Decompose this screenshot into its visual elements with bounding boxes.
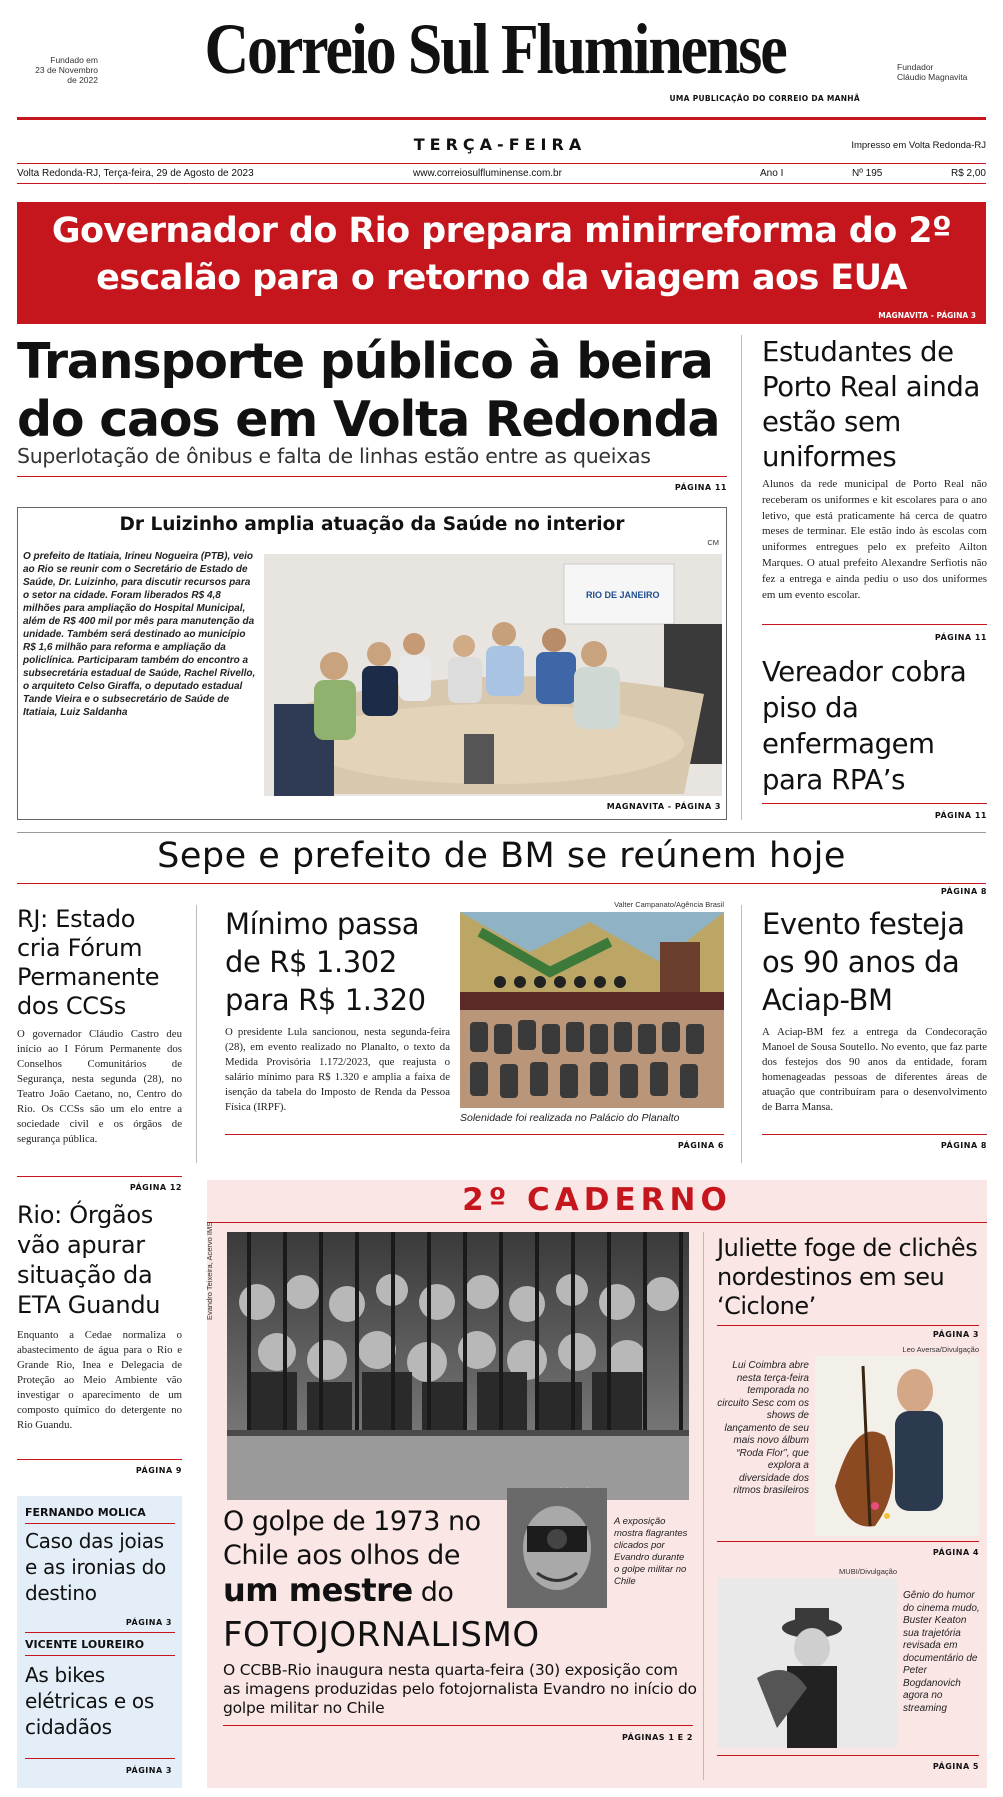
luizinho-page-ref: MAGNAVITA - PÁGINA 3: [606, 802, 721, 811]
golpe-title-bold: um mestre: [223, 1571, 413, 1609]
golpe-title-part2: do: [420, 1577, 454, 1608]
founded-note: Fundado em 23 de Novembro de 2022: [35, 55, 98, 85]
estudantes-page-ref: PÁGINA 11: [934, 633, 987, 642]
minimo-headline[interactable]: Mínimo passa de R$ 1.302 para R$ 1.320: [225, 907, 426, 1017]
banner[interactable]: [17, 202, 986, 324]
lui-credit: Leo Aversa/Divulgação: [902, 1345, 979, 1354]
keaton-page-ref: PÁGINA 5: [932, 1762, 979, 1771]
lui-page-ref: PÁGINA 4: [932, 1548, 979, 1557]
caderno-section: [207, 1180, 987, 1788]
price: R$ 2,00: [950, 168, 986, 179]
luizinho-headline: Dr Luizinho amplia atuação da Saúde no interior: [119, 514, 625, 535]
year: Ano I: [760, 168, 784, 179]
rj-forum-headline[interactable]: RJ: Estado cria Fórum Permanente dos CCSs: [17, 905, 160, 1020]
minimo-credit: Valter Campanato/Agência Brasil: [614, 900, 724, 909]
column-author: VICENTE LOUREIRO: [25, 1638, 145, 1651]
juliette-page-ref: PÁGINA 3: [932, 1330, 979, 1339]
keaton-caption: Gênio do humor do cinema mudo, Buster Keaton sua trajetória revisada em documentário de Peter Bogdanovich agora no streaming: [903, 1590, 980, 1714]
juliette-headline[interactable]: Juliette foge de clichês nordestinos em seu ‘Ciclone’: [717, 1234, 978, 1320]
estudantes-body: Alunos da rede municipal de Porto Real não receberam os uniformes e kit escolares para o ano letivo, que está praticamente há cerca de quatro meses de terminar. Ele estão indo às escolas com uniformes entregues pelo ex prefeito Ailton Marques. O atual prefeito Alexandre Serfiotis não fez a entrega e ainda pediu o uso dos uniformes em um evento escolar.: [762, 478, 987, 601]
vereador-page-ref: PÁGINA 11: [934, 811, 987, 820]
minimo-photo: [460, 912, 724, 1108]
rj-forum-page-ref: PÁGINA 12: [129, 1183, 182, 1192]
printed-location: Impresso em Volta Redonda-RJ: [851, 140, 986, 151]
banner-headline: Governador do Rio prepara minirreforma do 2º escalão para o retorno da viagem aos EUA: [51, 211, 952, 298]
golpe-title-part1: O golpe de 1973 no Chile aos olhos de: [223, 1506, 481, 1571]
golpe-photo: [227, 1232, 689, 1500]
eta-headline[interactable]: Rio: Órgãos vão apurar situação da ETA Guandu: [17, 1201, 161, 1319]
website-link[interactable]: www.correiosulfluminense.com.br: [413, 168, 562, 179]
lead-subhead: Superlotação de ônibus e falta de linhas estão entre as queixas: [17, 444, 651, 468]
lead-headline[interactable]: Transporte público à beira do caos em Volta Redonda: [17, 333, 720, 448]
founder-note: Fundador Cláudio Magnavita: [897, 62, 968, 82]
keaton-credit: MUBI/Divulgação: [839, 1567, 897, 1576]
eta-body: Enquanto a Cedae normaliza o abastecimento de água para o Rio e Grande Rio, Inea e Delegacia de Proteção ao Meio Ambiente vão investigar o aparecimento de um composto químico do detergente no Rio Guandu.: [17, 1329, 182, 1431]
column-fernando[interactable]: [17, 1496, 182, 1632]
minimo-body: O presidente Lula sancionou, nesta segunda-feira (28), em evento realizado no Planalto, o texto da Medida Provisória 1.172/2023, que reajusta o salário mínimo para R$ 1.320 e amplia a faixa de isenção da tabela do Imposto de Renda da Pessoa Física (IRPF).: [225, 1026, 450, 1113]
luizinho-photo: [264, 554, 722, 796]
lead-page-ref: PÁGINA 11: [674, 483, 727, 492]
dateline: Volta Redonda-RJ, Terça-feira, 29 de Agosto de 2023: [17, 168, 254, 179]
luizinho-credit: CM: [707, 538, 719, 547]
aciap-page-ref: PÁGINA 8: [940, 1141, 987, 1150]
eta-page-ref: PÁGINA 9: [135, 1466, 182, 1475]
masthead-rule: [17, 117, 986, 120]
golpe-caption: A exposição mostra flagrantes clicados por Evandro durante o golpe militar no Chile: [614, 1516, 688, 1587]
wall-sign: RIO DE JANEIRO: [586, 590, 660, 600]
column-page-ref: PÁGINA 3: [125, 1618, 172, 1627]
issue-number: Nº 195: [852, 168, 883, 179]
caderno-label: 2º CADERNO: [462, 1182, 732, 1218]
banner-page-ref: MAGNAVITA - PÁGINA 3: [878, 311, 976, 320]
golpe-photo-credit: Evandro Teixeira, Acervo IMS: [205, 1221, 214, 1320]
weekday: TERÇA-FEIRA: [413, 135, 587, 154]
newspaper-title: Correio Sul Fluminense: [204, 9, 786, 89]
luizinho-body: O prefeito de Itatiaia, Irineu Nogueira (PTB), veio ao Rio se reunir com o Secretário de Estado de Saúde, Dr. Luizinho, para discutir recursos para o setor na cidade. Foram liberados R$ 4,8 milhões para ampliação do Hospital Municipal, além de R$ 400 mil por mês para manutenção da unidade. Também será destinado ao município R$ 1,6 milhão para reforma e ampliação da policlínica. Participaram também do encontro a subsecretária estadual de Saúde, Rachel Rivello, o arquiteto Celso Giraffa, o deputado estadual Tande Vieira e o subsecretário de Saúde de Itatiaia, Luiz Saldanha: [23, 551, 256, 718]
column-page-ref: PÁGINA 3: [125, 1766, 172, 1775]
sepe-headline[interactable]: Sepe e prefeito de BM se reúnem hoje: [157, 836, 846, 876]
aciap-body: A Aciap-BM fez a entrega da Condecoração Manoel de Sousa Soutello. No evento, que faz parte dos festejos dos 90 anos da entidade, foram homenageadas pessoas de diferentes áreas de atuação que contribuíram para o desenvolvimento de Barra Mansa.: [762, 1026, 987, 1113]
golpe-headline[interactable]: [223, 1505, 523, 1610]
column-author: FERNANDO MOLICA: [25, 1506, 146, 1519]
aciap-headline[interactable]: Evento festeja os 90 anos da Aciap-BM: [762, 907, 965, 1017]
lui-caption: Lui Coimbra abre nesta terça-feira temporada no circuito Sesc com os shows de lançamento de seu mais novo álbum “Roda Flor”, que explora a diversidade dos ritmos brasileiros: [717, 1360, 809, 1496]
tagline: UMA PUBLICAÇÃO DO CORREIO DA MANHÃ: [669, 94, 860, 103]
lui-photo: [815, 1356, 979, 1536]
column-vicente[interactable]: [17, 1632, 182, 1788]
sepe-page-ref: PÁGINA 8: [940, 887, 987, 896]
vereador-headline[interactable]: Vereador cobra piso da enfermagem para RPA’s: [762, 656, 967, 796]
rj-forum-body: O governador Cláudio Castro deu início ao I Fórum Permanente dos Conselhos Comunitários de Segurança, nesta segunda (28), no Teatro João Caetano, no, Centro do Rio. Os CCSs são um elo entre a sociedade civil e os órgãos de segurança pública.: [17, 1028, 182, 1145]
minimo-caption: Solenidade foi realizada no Palácio do Planalto: [460, 1112, 680, 1124]
golpe-dek: O CCBB-Rio inaugura nesta quarta-feira (30) exposição com as imagens produzidas pelo fotojornalista Evandro no início do golpe militar no Chile: [223, 1661, 697, 1717]
keaton-photo: [717, 1578, 897, 1748]
luizinho-box[interactable]: [17, 507, 727, 820]
golpe-page-ref: PÁGINAS 1 E 2: [622, 1733, 693, 1742]
golpe-title-big: FOTOJORNALISMO: [223, 1615, 540, 1655]
column-title: As bikes elétricas e os cidadãos: [25, 1663, 154, 1739]
columns-box: [17, 1496, 182, 1788]
minimo-page-ref: PÁGINA 6: [677, 1141, 724, 1150]
column-title: Caso das joias e as ironias do destino: [25, 1529, 166, 1605]
estudantes-headline[interactable]: Estudantes de Porto Real ainda estão sem uniformes: [762, 336, 980, 473]
